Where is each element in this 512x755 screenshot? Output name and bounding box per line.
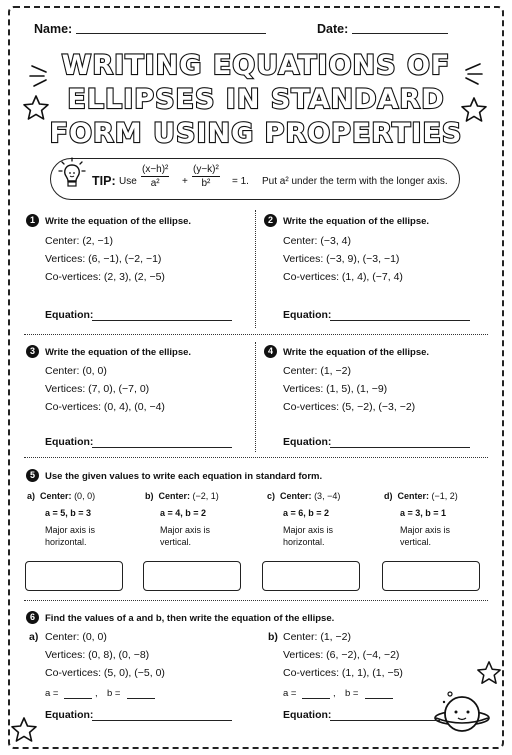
- equation-label: Equation:: [45, 436, 94, 448]
- problem-covertices: Co-vertices: (5, 0), (−5, 0): [45, 667, 165, 679]
- tip-plus: +: [182, 176, 188, 187]
- problem-covertices: Co-vertices: (1, 1), (1, −5): [283, 667, 403, 679]
- problem-number-badge: 4: [264, 345, 277, 358]
- tip-fraction-y: [192, 164, 220, 189]
- part-center-label: Center:: [280, 491, 312, 501]
- problem-prompt: Write the equation of the ellipse.: [283, 347, 430, 358]
- answer-box[interactable]: [262, 561, 360, 591]
- title-line-3: FORM USING PROPERTIES: [49, 118, 463, 149]
- part-letter: a): [29, 631, 39, 643]
- part-center-value: (−2, 1): [192, 491, 219, 501]
- a-label: a =: [45, 688, 59, 699]
- problem-covertices: Co-vertices: (2, 3), (2, −5): [45, 271, 165, 283]
- problem-vertices: Vertices: (0, 8), (0, −8): [45, 649, 150, 661]
- problem-covertices: Co-vertices: (0, 4), (0, −4): [45, 401, 165, 413]
- part-note-line-1: Major axis is: [160, 525, 211, 535]
- part-center-value: (−1, 2): [431, 491, 458, 501]
- part-center-label: Center:: [397, 491, 430, 501]
- problem-prompt: Write the equation of the ellipse.: [283, 216, 430, 227]
- equation-answer-line[interactable]: [92, 447, 232, 448]
- part-letter: a): [27, 491, 36, 501]
- star-icon: [460, 96, 488, 124]
- answer-box[interactable]: [25, 561, 123, 591]
- problem-center: Center: (0, 0): [45, 365, 107, 377]
- divider-horizontal: [24, 600, 488, 601]
- divider-horizontal: [24, 334, 488, 335]
- problem-center: Center: (−3, 4): [283, 235, 351, 247]
- part-heading: [384, 491, 458, 501]
- problem-prompt: Find the values of a and b, then write the equation of the ellipse.: [45, 613, 335, 624]
- lightbulb-icon: [58, 156, 86, 194]
- tip-denominator-a: a²: [150, 178, 160, 189]
- part-center-value: (0, 0): [74, 491, 96, 501]
- sparkle-icon: [456, 60, 486, 94]
- name-field[interactable]: [76, 33, 266, 34]
- equation-answer-line[interactable]: [92, 720, 232, 721]
- divider-horizontal: [24, 457, 488, 458]
- part-note-line-2: vertical.: [160, 537, 192, 547]
- title-line-1: WRITING EQUATIONS OF: [61, 50, 451, 81]
- equation-label: Equation:: [45, 709, 94, 721]
- part-center-label: Center:: [158, 491, 191, 501]
- part-center-label: Center:: [40, 491, 72, 501]
- part-heading: [145, 491, 219, 501]
- problem-vertices: Vertices: (1, 5), (1, −9): [283, 383, 388, 395]
- part-ab-values: a = 6, b = 2: [283, 508, 330, 518]
- divider-vertical: [255, 210, 256, 328]
- title-line-2: ELLIPSES IN STANDARD: [67, 84, 445, 115]
- equation-answer-line[interactable]: [330, 320, 470, 321]
- part-note: [160, 524, 230, 548]
- part-note-line-1: Major axis is: [400, 525, 451, 535]
- part-note-line-1: Major axis is: [45, 525, 96, 535]
- problem-vertices: Vertices: (6, −2), (−4, −2): [283, 649, 400, 661]
- tip-use: Use: [119, 176, 137, 187]
- tip-fraction-x: [141, 164, 169, 189]
- part-note: [45, 524, 115, 548]
- problem-center: Center: (0, 0): [45, 631, 107, 643]
- part-letter: c): [267, 491, 276, 501]
- problem-center: Center: (1, −2): [283, 365, 351, 377]
- problem-covertices: Co-vertices: (5, −2), (−3, −2): [283, 401, 416, 413]
- part-ab-values: a = 4, b = 2: [160, 508, 207, 518]
- equation-answer-line[interactable]: [330, 720, 440, 721]
- page-title: [40, 44, 472, 154]
- b-answer-line[interactable]: [127, 698, 155, 699]
- equation-answer-line[interactable]: [330, 447, 470, 448]
- name-label: Name:: [34, 22, 73, 36]
- b-label: b =: [345, 688, 359, 699]
- tip-label: TIP:: [92, 174, 116, 188]
- a-answer-line[interactable]: [64, 698, 92, 699]
- star-icon: [10, 716, 38, 744]
- problem-number-badge: 2: [264, 214, 277, 227]
- problem-vertices: Vertices: (7, 0), (−7, 0): [45, 383, 150, 395]
- problem-prompt: Use the given values to write each equation in standard form.: [45, 471, 323, 482]
- part-note: [283, 524, 353, 548]
- tip-equals-one: = 1.: [232, 176, 249, 187]
- problem-prompt: Write the equation of the ellipse.: [45, 216, 192, 227]
- part-ab-values: a = 3, b = 1: [400, 508, 447, 518]
- equation-label: Equation:: [45, 309, 94, 321]
- problem-number-badge: 3: [26, 345, 39, 358]
- equation-label: Equation:: [283, 309, 332, 321]
- b-answer-line[interactable]: [365, 698, 393, 699]
- tip-denominator-b: b²: [201, 178, 211, 189]
- a-label: a =: [283, 688, 297, 699]
- separator-comma: ,: [333, 688, 336, 699]
- part-ab-values: a = 5, b = 3: [45, 508, 92, 518]
- problem-center: Center: (1, −2): [283, 631, 351, 643]
- problem-number-badge: 6: [26, 611, 39, 624]
- answer-box[interactable]: [382, 561, 480, 591]
- problem-number-badge: 1: [26, 214, 39, 227]
- planet-icon: [432, 680, 492, 740]
- star-icon: [22, 94, 50, 122]
- divider-vertical: [255, 342, 256, 452]
- tip-numerator-x: (x−h)²: [142, 164, 169, 175]
- part-heading: [27, 491, 95, 501]
- part-letter: b): [145, 491, 154, 501]
- equation-answer-line[interactable]: [92, 320, 232, 321]
- part-note-line-2: horizontal.: [45, 537, 87, 547]
- problem-center: Center: (2, −1): [45, 235, 113, 247]
- problem-prompt: Write the equation of the ellipse.: [45, 347, 192, 358]
- part-letter: d): [384, 491, 393, 501]
- date-label: Date:: [317, 22, 349, 36]
- a-answer-line[interactable]: [302, 698, 330, 699]
- sparkle-icon: [26, 62, 58, 92]
- problem-vertices: Vertices: (−3, 9), (−3, −1): [283, 253, 400, 265]
- part-note-line-2: horizontal.: [283, 537, 325, 547]
- answer-box[interactable]: [143, 561, 241, 591]
- equation-label: Equation:: [283, 709, 332, 721]
- part-note-line-1: Major axis is: [283, 525, 334, 535]
- part-letter: b): [268, 631, 278, 643]
- tip-numerator-y: (y−k)²: [193, 164, 219, 175]
- problem-number-badge: 5: [26, 469, 39, 482]
- tip-advice: Put a² under the term with the longer axis.: [262, 176, 448, 187]
- problem-vertices: Vertices: (6, −1), (−2, −1): [45, 253, 162, 265]
- part-heading: [267, 491, 340, 501]
- part-note: [400, 524, 470, 548]
- date-field[interactable]: [352, 33, 448, 34]
- equation-label: Equation:: [283, 436, 332, 448]
- b-label: b =: [107, 688, 121, 699]
- problem-covertices: Co-vertices: (1, 4), (−7, 4): [283, 271, 403, 283]
- part-center-value: (3, −4): [314, 491, 341, 501]
- part-note-line-2: vertical.: [400, 537, 432, 547]
- separator-comma: ,: [95, 688, 98, 699]
